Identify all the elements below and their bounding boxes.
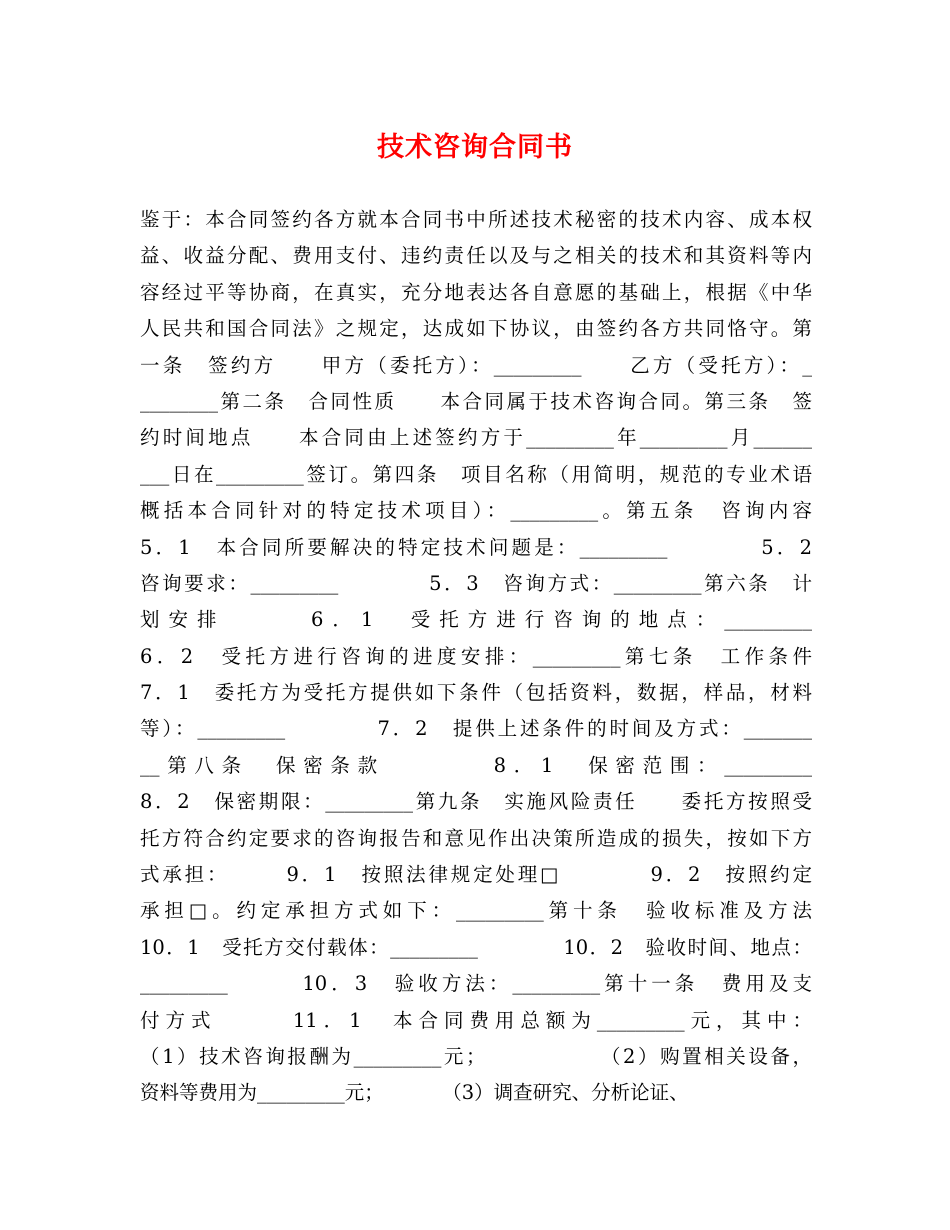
- body-line: 5．1 本合同所要解决的特定技术问题是：_________ 5．2: [140, 535, 812, 559]
- body-line: 付方式 11．1 本合同费用总额为_________元，其中：: [140, 1008, 812, 1032]
- body-line: 10．1 受托方交付载体：_________ 10．2 验收时间、地点：: [140, 935, 812, 959]
- body-line: ________第二条 合同性质 本合同属于技术咨询合同。第三条 签: [140, 389, 812, 413]
- body-line: 容经过平等协商，在真实，充分地表达各自意愿的基础上，根据《中华: [140, 280, 812, 304]
- body-line: _________ 10．3 验收方法：_________第十一条 费用及支: [140, 972, 812, 996]
- document-title: 技术咨询合同书: [377, 132, 573, 163]
- body-line: 托方符合约定要求的咨询报告和意见作出决策所造成的损失，按如下方: [140, 826, 812, 850]
- body-line: __第八条 保密条款 8．1 保密范围：_________: [140, 753, 812, 777]
- body-line: 概括本合同针对的特定技术项目）：_________。第五条 咨询内容: [140, 499, 812, 523]
- body-line: 资料等费用为_________元； （3）调查研究、分析论证、: [140, 1081, 689, 1105]
- body-line: 约时间地点 本合同由上述签约方于_________年_________月______: [140, 426, 812, 450]
- body-line: （1）技术咨询报酬为_________元； （2）购置相关设备，: [140, 1044, 812, 1068]
- body-line: ___日在_________签订。第四条 项目名称（用简明，规范的专业术语: [140, 462, 812, 486]
- body-line: 划安排 6．1 受托方进行咨询的地点：_________: [140, 608, 812, 632]
- body-line: 等）：_________ 7．2 提供上述条件的时间及方式：_______: [140, 717, 812, 741]
- body-line: 咨询要求：_________ 5．3 咨询方式：_________第六条 计: [140, 571, 812, 595]
- body-line: 7．1 委托方为受托方提供如下条件（包括资料，数据，样品，材料: [140, 681, 812, 705]
- body-line: 6．2 受托方进行咨询的进度安排：_________第七条 工作条件: [140, 644, 812, 668]
- body-line: 式承担： 9．1 按照法律规定处理□ 9．2 按照约定: [140, 863, 812, 887]
- body-line: 承担□。约定承担方式如下：_________第十条 验收标准及方法: [140, 899, 812, 923]
- document-body: [140, 202, 812, 1112]
- body-line: 人民共和国合同法》之规定，达成如下协议，由签约各方共同恪守。第: [140, 317, 812, 341]
- body-line: 鉴于：本合同签约各方就本合同书中所述技术秘密的技术内容、成本权: [140, 208, 812, 231]
- body-line: 益、收益分配、费用支付、违约责任以及与之相关的技术和其资料等内: [140, 244, 812, 268]
- body-line: 8．2 保密期限：_________第九条 实施风险责任 委托方按照受: [140, 790, 812, 814]
- body-line: 一条 签约方 甲方（委托方）：_________ 乙方（受托方）：_: [140, 353, 812, 377]
